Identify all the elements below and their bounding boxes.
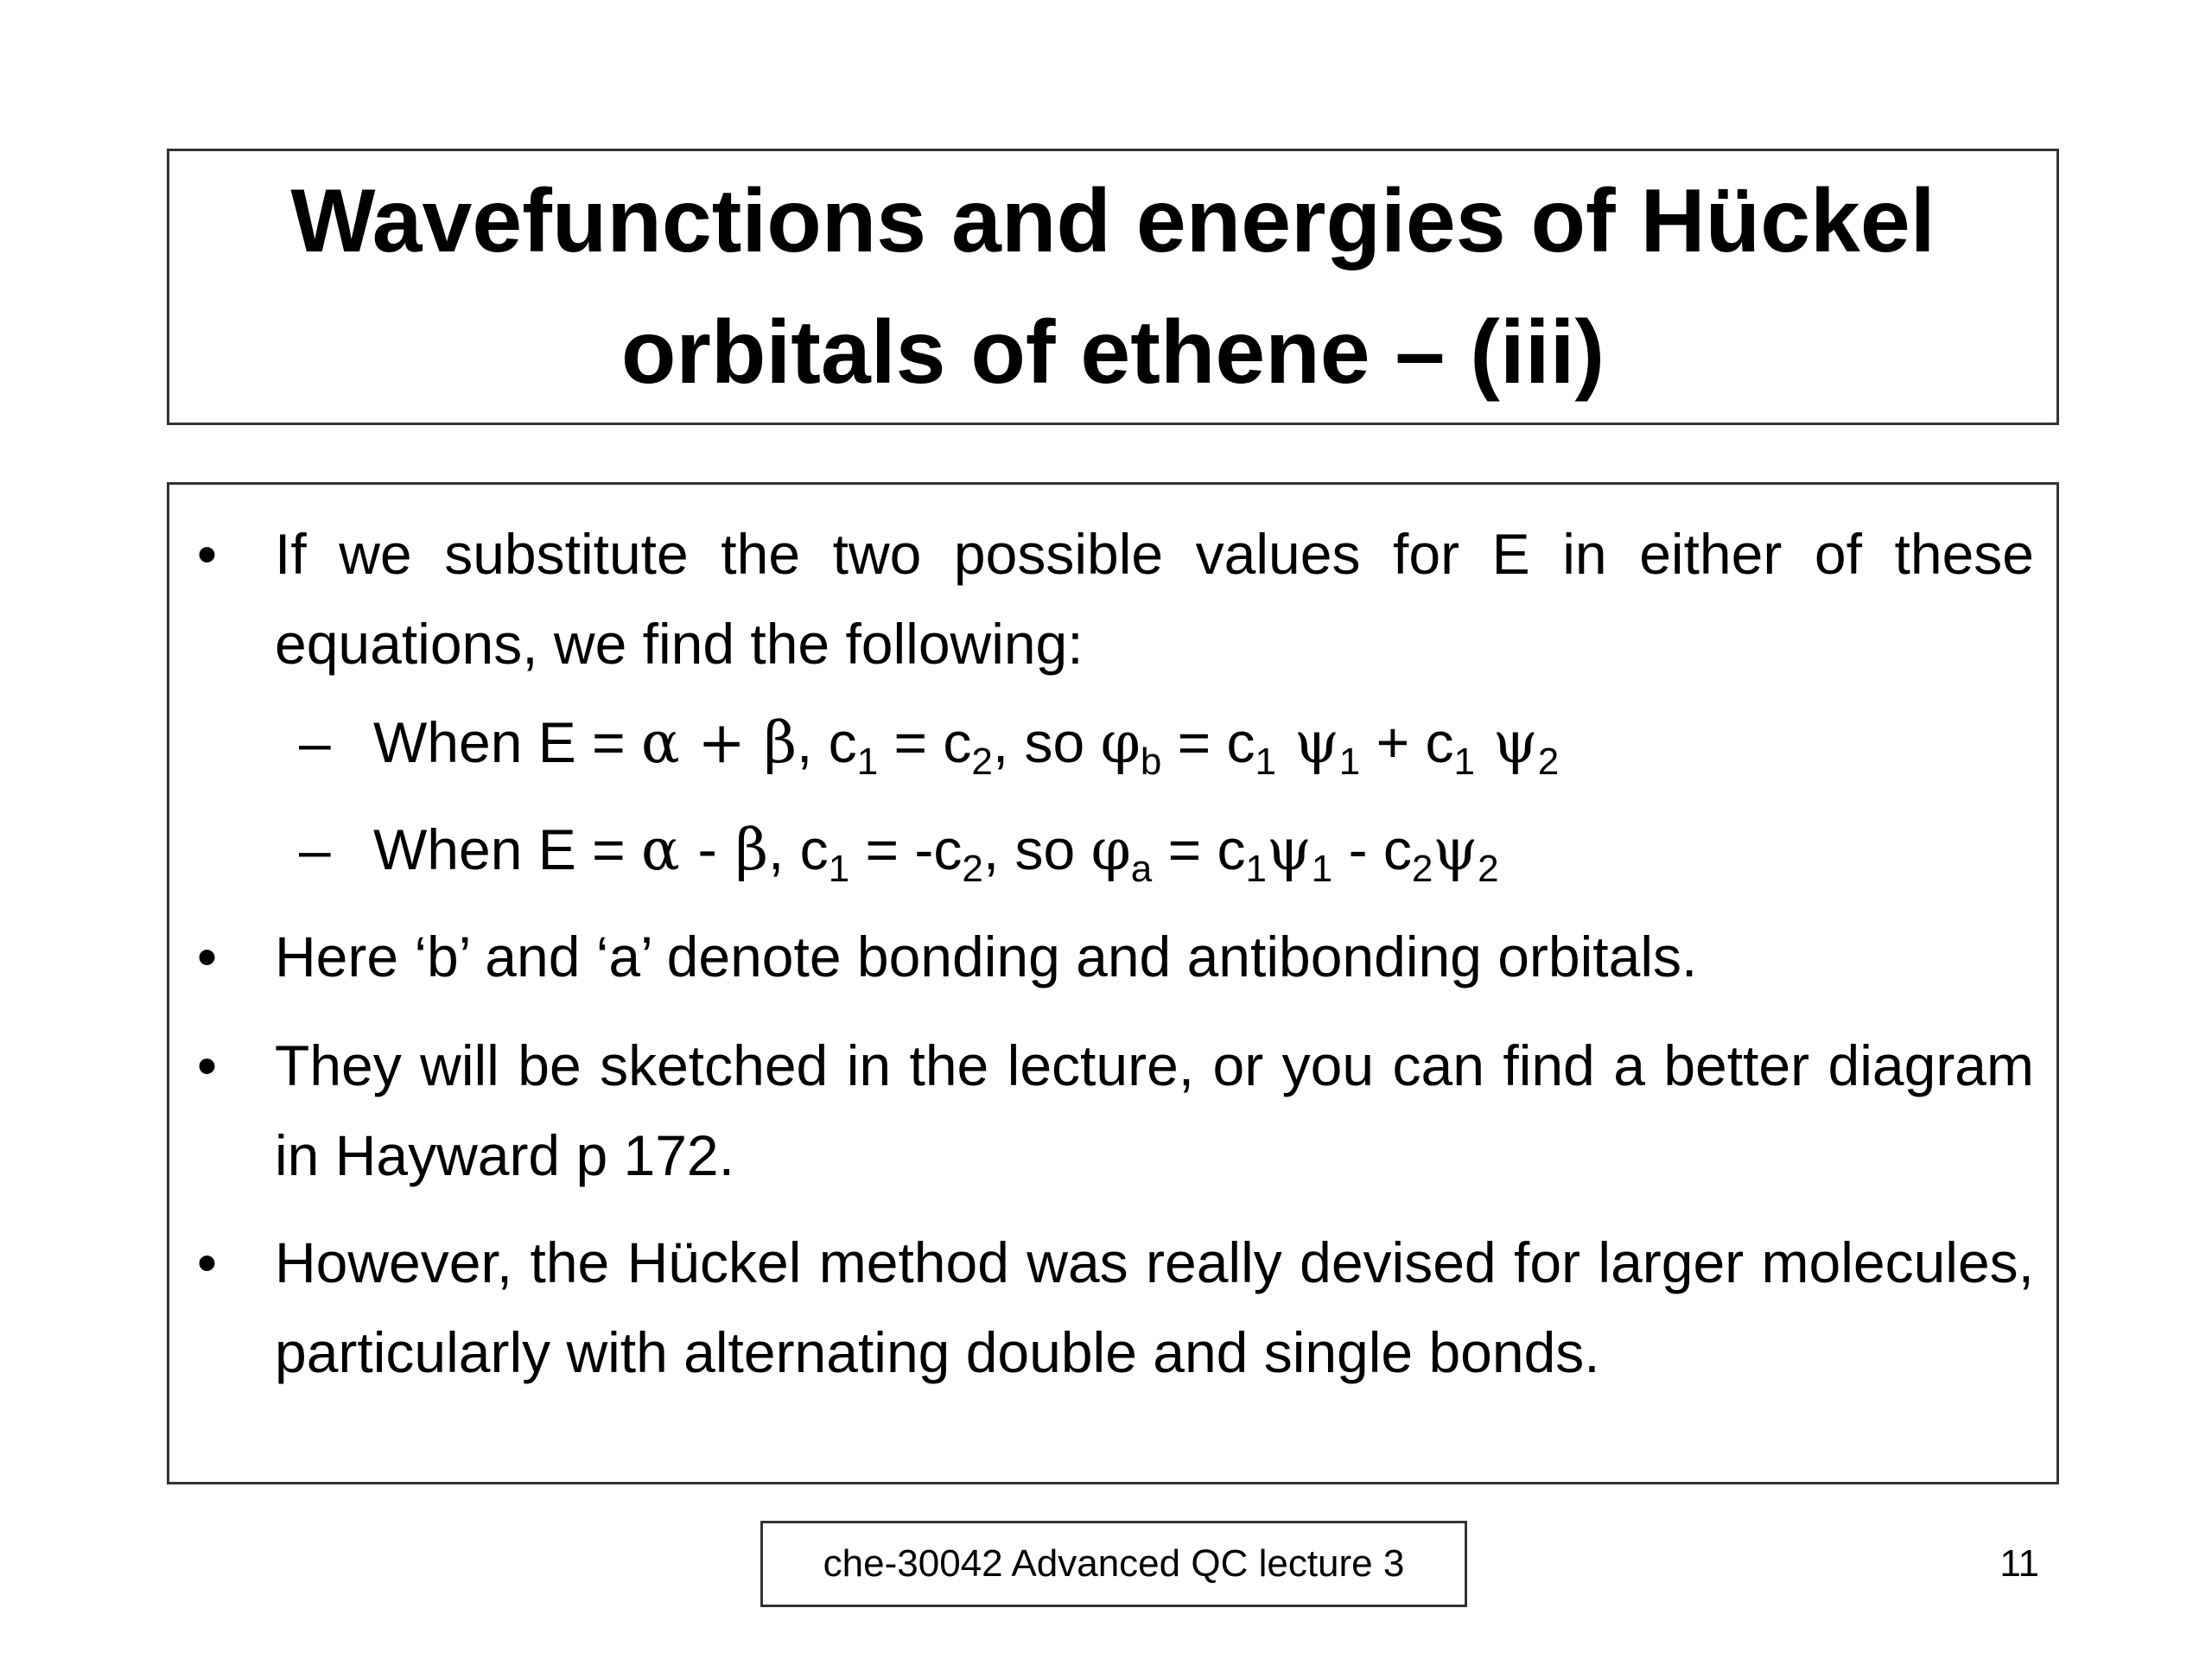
bullet-text: They will be sketched in the lecture, or you can find a better diagram in Hayward p 172. bbox=[275, 1033, 2034, 1187]
phi-symbol: φ bbox=[1100, 709, 1141, 776]
rhs-equals: = c bbox=[1152, 817, 1246, 881]
footer-course-text: che-30042 Advanced QC lecture 3 bbox=[823, 1542, 1405, 1585]
operator-text: - c bbox=[1332, 817, 1412, 881]
condition-text: , c bbox=[768, 817, 829, 881]
subscript: b bbox=[1140, 741, 1162, 783]
subscript: 1 bbox=[1245, 848, 1267, 890]
subscript: 2 bbox=[1478, 848, 1499, 890]
sub-bullet-marker: – bbox=[299, 817, 331, 881]
energy-expression: α - β bbox=[641, 817, 768, 883]
sub-bullet-equation bbox=[373, 697, 1559, 788]
sub-bullet-marker: – bbox=[299, 710, 331, 774]
bullet-text: Here ‘b’ and ‘a’ denote bonding and antibonding orbitals. bbox=[275, 925, 1698, 988]
psi-symbol: ψ bbox=[1433, 817, 1478, 883]
bullet-marker: • bbox=[197, 522, 218, 586]
equation-when-label: When E = bbox=[373, 710, 641, 774]
subscript: 1 bbox=[1338, 741, 1361, 783]
slide-content-box bbox=[167, 482, 2059, 1484]
psi-symbol: ψ bbox=[1266, 817, 1312, 883]
condition-equals: = -c bbox=[849, 817, 963, 881]
equation-when-label: When E = bbox=[373, 817, 641, 881]
bullet-marker: • bbox=[197, 1033, 218, 1097]
condition-text: , c bbox=[797, 710, 857, 774]
slide-title-line-2: orbitals of ethene – (iii) bbox=[620, 302, 1605, 403]
bullet-marker: • bbox=[197, 1230, 218, 1294]
footer-course-label bbox=[760, 1521, 1467, 1607]
subscript: 1 bbox=[856, 741, 879, 783]
subscript: 1 bbox=[1453, 741, 1475, 783]
subscript: 1 bbox=[1255, 741, 1276, 783]
subscript: 2 bbox=[971, 741, 993, 783]
sub-bullet-equation bbox=[373, 804, 1499, 895]
bullet-marker: • bbox=[197, 925, 218, 988]
slide-title-box bbox=[167, 149, 2059, 425]
bullet-text: However, the Hückel method was really devised for larger molecules, particularly with alternating double and single bonds. bbox=[275, 1230, 2034, 1384]
energy-expression: α + β bbox=[641, 709, 797, 776]
so-text: , so bbox=[992, 710, 1101, 774]
subscript: 2 bbox=[1411, 848, 1433, 890]
rhs-equals: = c bbox=[1161, 710, 1255, 774]
subscript: a bbox=[1130, 848, 1153, 890]
psi-symbol: ψ bbox=[1474, 709, 1538, 776]
psi-symbol: ψ bbox=[1276, 709, 1339, 776]
phi-symbol: φ bbox=[1090, 817, 1131, 883]
operator-text: + c bbox=[1360, 710, 1454, 774]
subscript: 2 bbox=[1537, 741, 1560, 783]
condition-equals: = c bbox=[878, 710, 972, 774]
so-text: , so bbox=[982, 817, 1091, 881]
slide-title-line-1: Wavefunctions and energies of Hückel bbox=[290, 171, 1936, 271]
page-number: 11 bbox=[1999, 1542, 2039, 1585]
subscript: 1 bbox=[1311, 848, 1333, 890]
bullet-text: If we substitute the two possible values for E in either of these equations, we find the following: bbox=[275, 522, 2034, 676]
subscript: 1 bbox=[828, 848, 850, 890]
subscript: 2 bbox=[962, 848, 983, 890]
